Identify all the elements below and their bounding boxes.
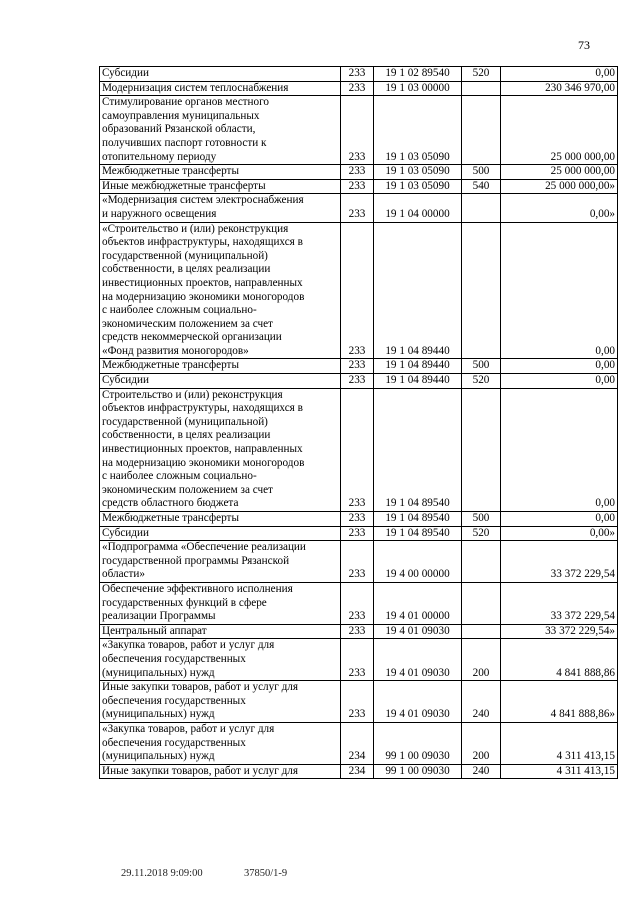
row-amount-cell: 0,00 (501, 222, 618, 359)
row-target-article-cell: 19 1 03 00000 (374, 81, 462, 96)
row-amount-cell: 0,00 (501, 388, 618, 511)
row-ministry-code-cell: 233 (341, 359, 374, 374)
table-row (100, 541, 618, 583)
row-name-cell: Строительство и (или) реконструкция объектов инфраструктуры, находящихся в государственной (муниципальной) собственности, в целях реализации инвестиционных проектов, направленных на модернизацию экономики моногородов с наиболее сложным социально- экономическим положением за счет средств областного бюджета (100, 388, 341, 511)
row-expense-type-cell: 200 (462, 722, 501, 764)
row-amount-cell: 25 000 000,00 (501, 96, 618, 165)
table-row (100, 582, 618, 624)
table-row (100, 624, 618, 639)
row-amount-cell: 0,00» (501, 526, 618, 541)
page-number: 73 (578, 38, 590, 52)
row-target-article-cell: 19 4 01 09030 (374, 639, 462, 681)
row-name-cell: «Подпрограмма «Обеспечение реализации государственной программы Рязанской области» (100, 541, 341, 583)
row-expense-type-cell (462, 222, 501, 359)
row-target-article-cell: 19 1 04 89440 (374, 374, 462, 389)
row-expense-type-cell: 500 (462, 165, 501, 180)
table-row (100, 388, 618, 511)
row-ministry-code-cell: 233 (341, 96, 374, 165)
row-amount-cell: 0,00 (501, 67, 618, 82)
row-target-article-cell: 19 1 02 89540 (374, 67, 462, 82)
table-row (100, 526, 618, 541)
table-row (100, 359, 618, 374)
row-amount-cell: 33 372 229,54 (501, 582, 618, 624)
row-target-article-cell: 19 1 03 05090 (374, 96, 462, 165)
table-row (100, 179, 618, 194)
row-target-article-cell: 19 1 04 89440 (374, 359, 462, 374)
row-expense-type-cell: 520 (462, 374, 501, 389)
budget-table-body (100, 67, 618, 779)
row-amount-cell: 0,00 (501, 512, 618, 527)
row-expense-type-cell: 520 (462, 526, 501, 541)
row-expense-type-cell (462, 541, 501, 583)
row-ministry-code-cell: 233 (341, 512, 374, 527)
row-expense-type-cell (462, 81, 501, 96)
table-row (100, 374, 618, 389)
row-target-article-cell: 99 1 00 09030 (374, 764, 462, 779)
row-target-article-cell: 19 1 04 00000 (374, 194, 462, 222)
row-target-article-cell: 19 4 01 00000 (374, 582, 462, 624)
row-ministry-code-cell: 233 (341, 639, 374, 681)
row-name-cell: Межбюджетные трансферты (100, 512, 341, 527)
row-target-article-cell: 19 1 03 05090 (374, 179, 462, 194)
row-name-cell: Иные закупки товаров, работ и услуг для (100, 764, 341, 779)
row-ministry-code-cell: 233 (341, 374, 374, 389)
row-expense-type-cell (462, 582, 501, 624)
row-amount-cell: 4 841 888,86 (501, 639, 618, 681)
row-amount-cell: 4 841 888,86» (501, 681, 618, 723)
row-ministry-code-cell: 234 (341, 764, 374, 779)
row-name-cell: Обеспечение эффективного исполнения государственных функций в сфере реализации Программы (100, 582, 341, 624)
table-row (100, 222, 618, 359)
row-name-cell: «Строительство и (или) реконструкция объектов инфраструктуры, находящихся в государственной (муниципальной) собственности, в целях реализации инвестиционных проектов, направленных на модернизацию экономики моногородов с наиболее сложным социально- экономическим положением за счет средств некоммерческой организации «Фонд развития моногородов» (100, 222, 341, 359)
row-name-cell: «Закупка товаров, работ и услуг для обеспечения государственных (муниципальных) нужд (100, 639, 341, 681)
row-target-article-cell: 19 1 04 89540 (374, 526, 462, 541)
row-amount-cell: 0,00 (501, 359, 618, 374)
table-row (100, 194, 618, 222)
table-row (100, 639, 618, 681)
table-row (100, 764, 618, 779)
row-ministry-code-cell: 233 (341, 194, 374, 222)
row-name-cell: «Модернизация систем электроснабжения и наружного освещения (100, 194, 341, 222)
row-ministry-code-cell: 233 (341, 681, 374, 723)
row-name-cell: Субсидии (100, 374, 341, 389)
footer-date: 29.11.2018 9:09:00 (121, 868, 203, 879)
table-row (100, 81, 618, 96)
row-expense-type-cell: 520 (462, 67, 501, 82)
row-target-article-cell: 19 1 04 89540 (374, 388, 462, 511)
row-expense-type-cell: 500 (462, 359, 501, 374)
row-ministry-code-cell: 233 (341, 388, 374, 511)
row-amount-cell: 230 346 970,00 (501, 81, 618, 96)
row-target-article-cell: 19 1 03 05090 (374, 165, 462, 180)
row-expense-type-cell: 240 (462, 764, 501, 779)
row-expense-type-cell (462, 96, 501, 165)
row-expense-type-cell: 240 (462, 681, 501, 723)
row-name-cell: Центральный аппарат (100, 624, 341, 639)
row-amount-cell: 33 372 229,54» (501, 624, 618, 639)
row-name-cell: Стимулирование органов местного самоуправления муниципальных образований Рязанской области, получивших паспорт готовности к отопительному периоду (100, 96, 341, 165)
row-ministry-code-cell: 233 (341, 582, 374, 624)
row-ministry-code-cell: 233 (341, 624, 374, 639)
row-ministry-code-cell: 233 (341, 541, 374, 583)
row-name-cell: Иные закупки товаров, работ и услуг для обеспечения государственных (муниципальных) нужд (100, 681, 341, 723)
row-amount-cell: 4 311 413,15 (501, 764, 618, 779)
row-amount-cell: 33 372 229,54 (501, 541, 618, 583)
row-expense-type-cell: 540 (462, 179, 501, 194)
row-expense-type-cell (462, 194, 501, 222)
row-expense-type-cell (462, 388, 501, 511)
row-ministry-code-cell: 233 (341, 165, 374, 180)
row-ministry-code-cell: 233 (341, 67, 374, 82)
row-amount-cell: 25 000 000,00 (501, 165, 618, 180)
table-row (100, 722, 618, 764)
row-amount-cell: 0,00» (501, 194, 618, 222)
row-name-cell: «Закупка товаров, работ и услуг для обеспечения государственных (муниципальных) нужд (100, 722, 341, 764)
row-target-article-cell: 19 4 00 00000 (374, 541, 462, 583)
table-row (100, 512, 618, 527)
budget-table (99, 66, 618, 779)
footer-document-code: 37850/1-9 (244, 868, 288, 879)
table-row (100, 165, 618, 180)
table-row (100, 681, 618, 723)
table-row (100, 96, 618, 165)
row-name-cell: Иные межбюджетные трансферты (100, 179, 341, 194)
row-target-article-cell: 19 4 01 09030 (374, 624, 462, 639)
row-ministry-code-cell: 233 (341, 179, 374, 194)
row-ministry-code-cell: 233 (341, 222, 374, 359)
row-expense-type-cell (462, 624, 501, 639)
row-amount-cell: 4 311 413,15 (501, 722, 618, 764)
row-name-cell: Межбюджетные трансферты (100, 359, 341, 374)
row-target-article-cell: 19 4 01 09030 (374, 681, 462, 723)
row-ministry-code-cell: 234 (341, 722, 374, 764)
row-target-article-cell: 99 1 00 09030 (374, 722, 462, 764)
row-expense-type-cell: 200 (462, 639, 501, 681)
row-ministry-code-cell: 233 (341, 81, 374, 96)
row-name-cell: Модернизация систем теплоснабжения (100, 81, 341, 96)
row-target-article-cell: 19 1 04 89440 (374, 222, 462, 359)
row-target-article-cell: 19 1 04 89540 (374, 512, 462, 527)
table-row (100, 67, 618, 82)
row-name-cell: Субсидии (100, 67, 341, 82)
row-amount-cell: 25 000 000,00» (501, 179, 618, 194)
row-name-cell: Межбюджетные трансферты (100, 165, 341, 180)
row-expense-type-cell: 500 (462, 512, 501, 527)
row-amount-cell: 0,00 (501, 374, 618, 389)
row-ministry-code-cell: 233 (341, 526, 374, 541)
row-name-cell: Субсидии (100, 526, 341, 541)
